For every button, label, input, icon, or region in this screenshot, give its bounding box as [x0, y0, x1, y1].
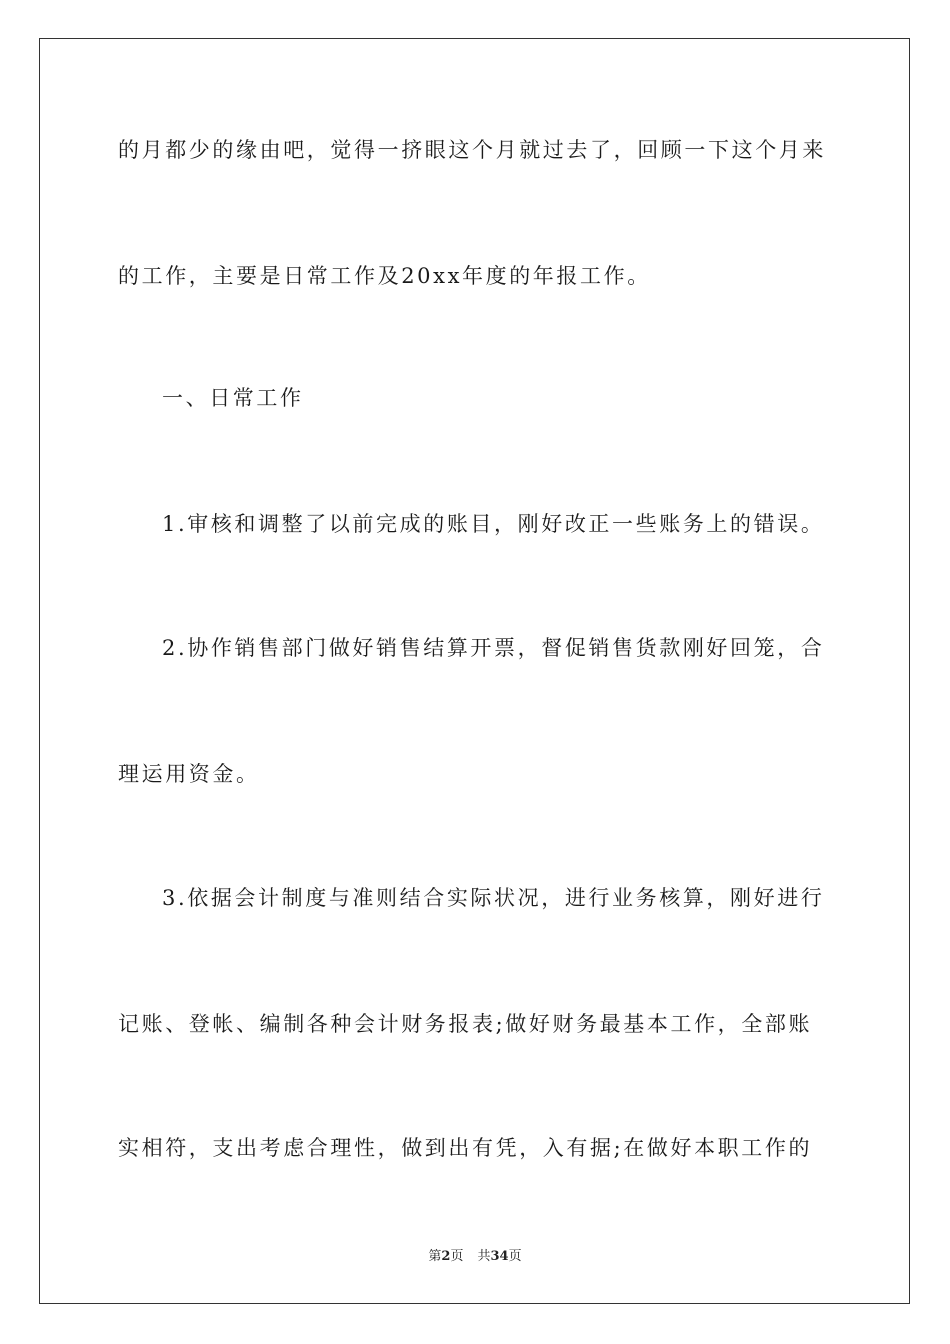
page-number: 2 [441, 1249, 451, 1264]
list-item: 3.依据会计制度与准则结合实际状况，进行业务核算，刚好进行 [162, 886, 825, 910]
body-text-line: 的工作，主要是日常工作及20xx年度的年报工作。 [118, 264, 651, 288]
total-suffix: 页 [508, 1249, 522, 1264]
body-text-line: 实相符，支出考虑合理性，做到出有凭，入有据;在做好本职工作的 [118, 1136, 813, 1160]
body-text-line: 记账、登帐、编制各种会计财务报表;做好财务最基本工作，全部账 [118, 1012, 813, 1036]
total-pages: 34 [490, 1249, 509, 1264]
section-heading: 一、日常工作 [162, 386, 304, 410]
page-border [39, 38, 910, 1304]
page-suffix: 页 [450, 1249, 464, 1264]
list-item: 2.协作销售部门做好销售结算开票，督促销售货款刚好回笼，合 [162, 636, 825, 660]
body-text-line: 的月都少的缘由吧，觉得一挤眼这个月就过去了，回顾一下这个月来 [118, 138, 826, 162]
page-footer [0, 1248, 950, 1266]
body-text-line: 理运用资金。 [118, 762, 260, 786]
total-prefix: 共 [477, 1249, 491, 1264]
page-prefix: 第 [428, 1249, 442, 1264]
list-item: 1.审核和调整了以前完成的账目，刚好改正一些账务上的错误。 [162, 512, 825, 536]
